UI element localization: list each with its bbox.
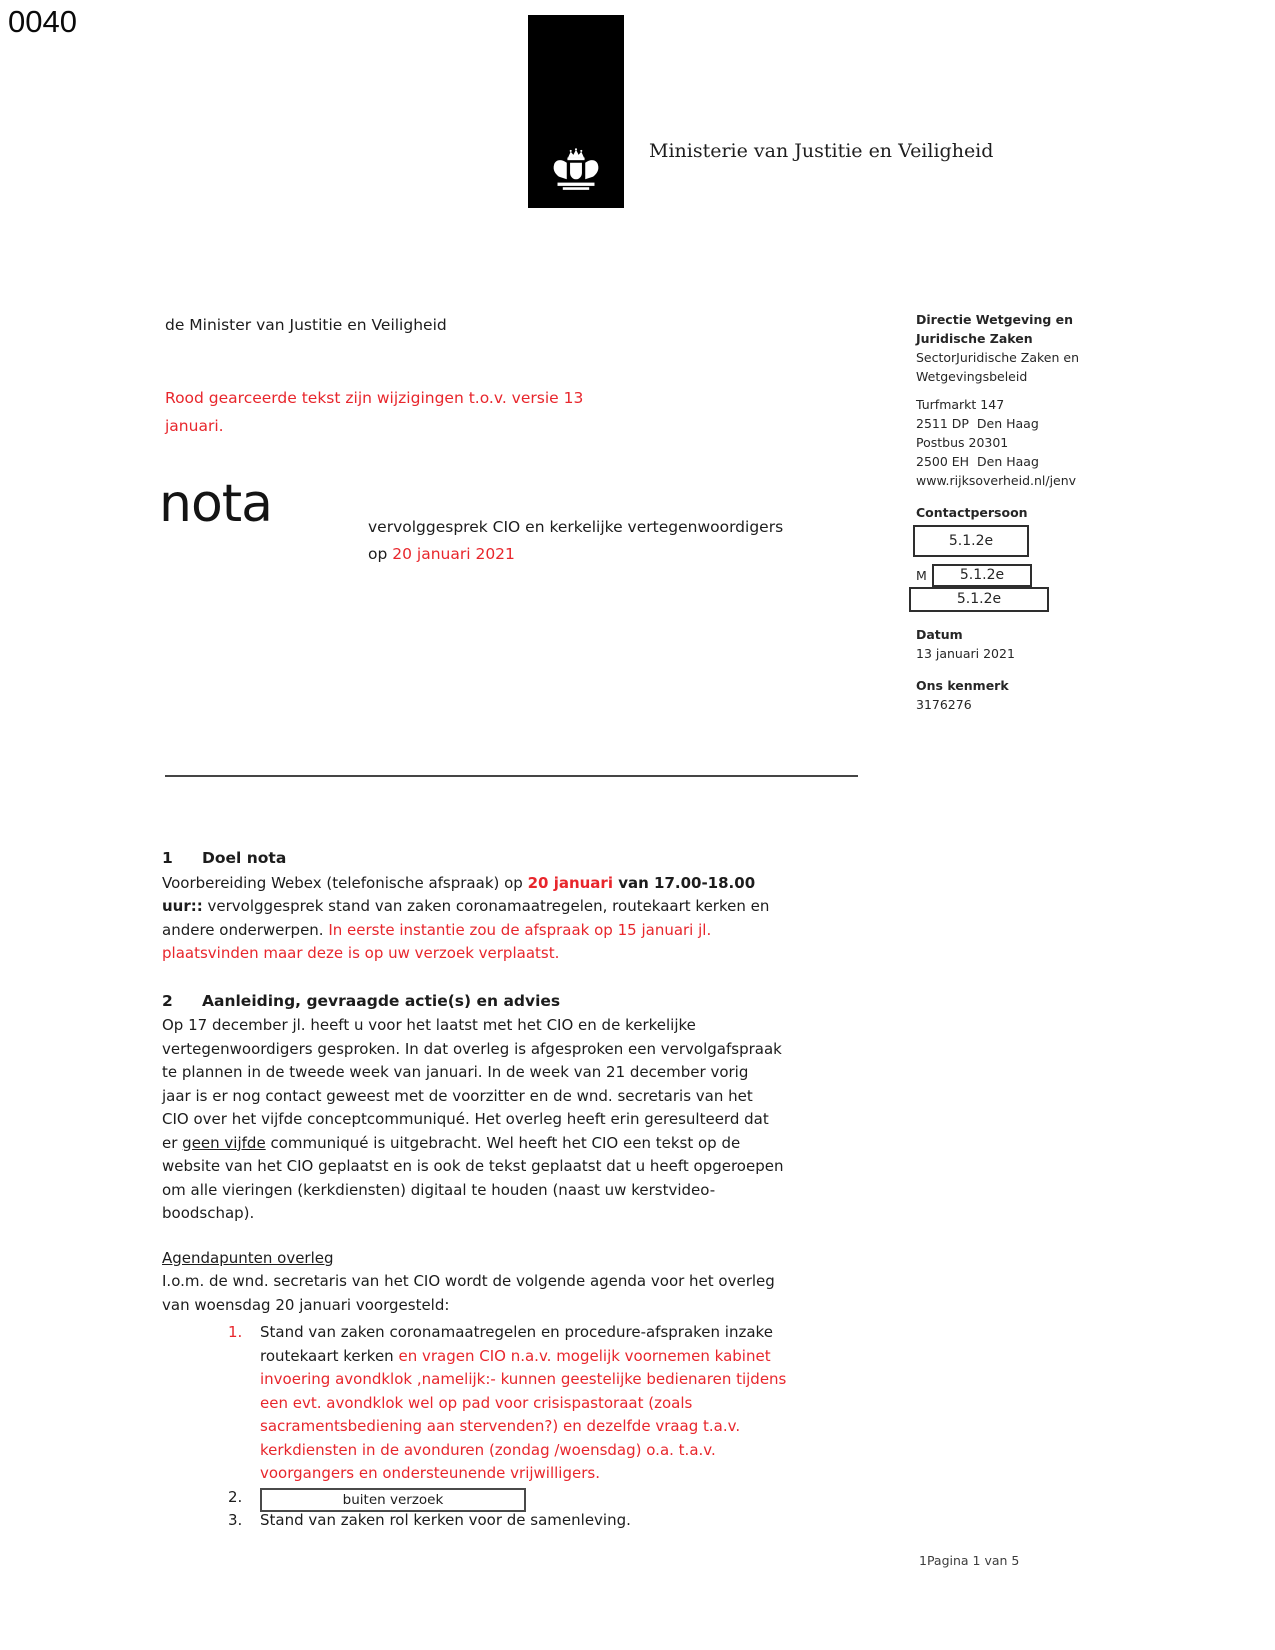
section-1-body: Voorbereiding Webex (telefonische afspraak) op 20 januari van 17.00-18.00 uur:: vervolggesprek stand van zaken coronamaatregelen, routekaart kerken en andere onderwerpen. In eerste instantie zou de afspraak op 15 januari jl. plaatsvinden maar deze is op uw verzoek verplaatst. xyxy=(162,873,770,962)
contact-label: Contactpersoon xyxy=(916,505,1028,520)
address-block xyxy=(916,395,1101,490)
agenda-item-1 xyxy=(162,1321,877,1486)
agenda-heading: Agendapunten overleg xyxy=(162,1248,334,1267)
section-2-body: Op 17 december jl. heeft u voor het laatst met het CIO en de kerkelijke vertegenwoordigers gesproken. In dat overleg is afgesproken een vervolgafspraak te plannen in de tweede week van januari. In de week van 21 december vorig jaar is er nog contact geweest met de voorzitter en de wnd. secretaris van het CIO over het vijfde conceptcommuniqué. Het overleg heeft erin geresulteerd dat er geen vijfde communiqué is uitgebracht. Wel heeft het CIO een tekst op de website van het CIO geplaatst en is ook de tekst geplaatst dat u heeft opgeroepen om alle vieringen (kerkdiensten) digitaal te houden (naast uw kerstvideo- boodschap). xyxy=(162,1016,784,1222)
section-1-title: Doel nota xyxy=(202,849,287,867)
reference-label: Ons kenmerk xyxy=(916,678,1009,693)
reference-value: 3176276 xyxy=(916,697,972,712)
redaction-box: 5.1.2e xyxy=(932,564,1032,587)
revision-notice: Rood gearceerde tekst zijn wijzigingen t.o.v. versie 13 januari. xyxy=(165,389,584,435)
redaction-box: 5.1.2e xyxy=(909,587,1049,612)
directorate-name: Directie Wetgeving en Juridische Zaken xyxy=(916,312,1074,346)
rijksoverheid-logo-bar xyxy=(528,15,624,208)
website-url: www.rijksoverheid.nl/jenv xyxy=(916,473,1077,488)
section-1-heading xyxy=(162,847,877,871)
redaction-box: buiten verzoek xyxy=(260,1488,526,1512)
subject-line: vervolggesprek CIO en kerkelijke vertegenwoordigers op 20 januari 2021 xyxy=(368,518,784,563)
page-number: 1Pagina 1 van 5 xyxy=(919,1553,1020,1568)
letter-body xyxy=(162,847,877,1533)
address-line: 2500 EH Den Haag xyxy=(916,454,1039,469)
agenda-item-1-number: 1. xyxy=(228,1323,243,1341)
agenda-list xyxy=(162,1321,877,1533)
letter-meta-column xyxy=(916,310,1101,714)
sector-name: SectorJuridische Zaken en Wetgevingsbeleid xyxy=(916,350,1080,384)
address-line: Turfmarkt 147 xyxy=(916,397,1005,412)
agenda-intro: I.o.m. de wnd. secretaris van het CIO wordt de volgende agenda voor het overleg van woensdag 20 januari voorgesteld: xyxy=(162,1272,775,1314)
date-label: Datum xyxy=(916,627,963,642)
redaction-box: 5.1.2e xyxy=(913,525,1029,557)
rijksoverheid-coat-of-arms-icon xyxy=(543,148,609,204)
date-value: 13 januari 2021 xyxy=(916,646,1015,661)
agenda-item-3-text: Stand van zaken rol kerken voor de samenleving. xyxy=(260,1511,631,1529)
agenda-item-2-number: 2. xyxy=(228,1487,243,1506)
section-2-heading xyxy=(162,990,877,1014)
mobile-prefix-label: M xyxy=(916,568,927,583)
section-2-number: 2 xyxy=(162,991,173,1010)
header-divider xyxy=(165,775,858,777)
mobile-row xyxy=(916,564,1101,587)
address-line: 2511 DP Den Haag xyxy=(916,416,1039,431)
ministry-name: Ministerie van Justitie en Veiligheid xyxy=(649,140,994,162)
page-corner-number: 0040 xyxy=(8,4,77,39)
agenda-item-2 xyxy=(162,1486,877,1510)
doc-type-title: nota xyxy=(159,474,273,534)
section-1-number: 1 xyxy=(162,849,173,867)
agenda-item-1-text: Stand van zaken coronamaatregelen en procedure-afspraken inzake routekaart kerken en vragen CIO n.a.v. mogelijk voornemen kabinet invoering avondklok ,namelijk:- kunnen geestelijke bedienaren tijdens een evt. avondklok wel op pad voor crisispastoraat (zoals sacramentsbediening aan stervenden?) en dezelfde vraag t.a.v. kerkdiensten in de avonduren (zondag /woensdag) o.a. t.a.v. voorgangers en ondersteunende vrijwilligers. xyxy=(260,1323,787,1482)
address-line: Postbus 20301 xyxy=(916,435,1009,450)
agenda-item-3-number: 3. xyxy=(228,1511,243,1529)
addressee-line: de Minister van Justitie en Veiligheid xyxy=(165,316,447,334)
agenda-item-3 xyxy=(162,1509,877,1533)
section-2-title: Aanleiding, gevraagde actie(s) en advies xyxy=(202,991,561,1010)
